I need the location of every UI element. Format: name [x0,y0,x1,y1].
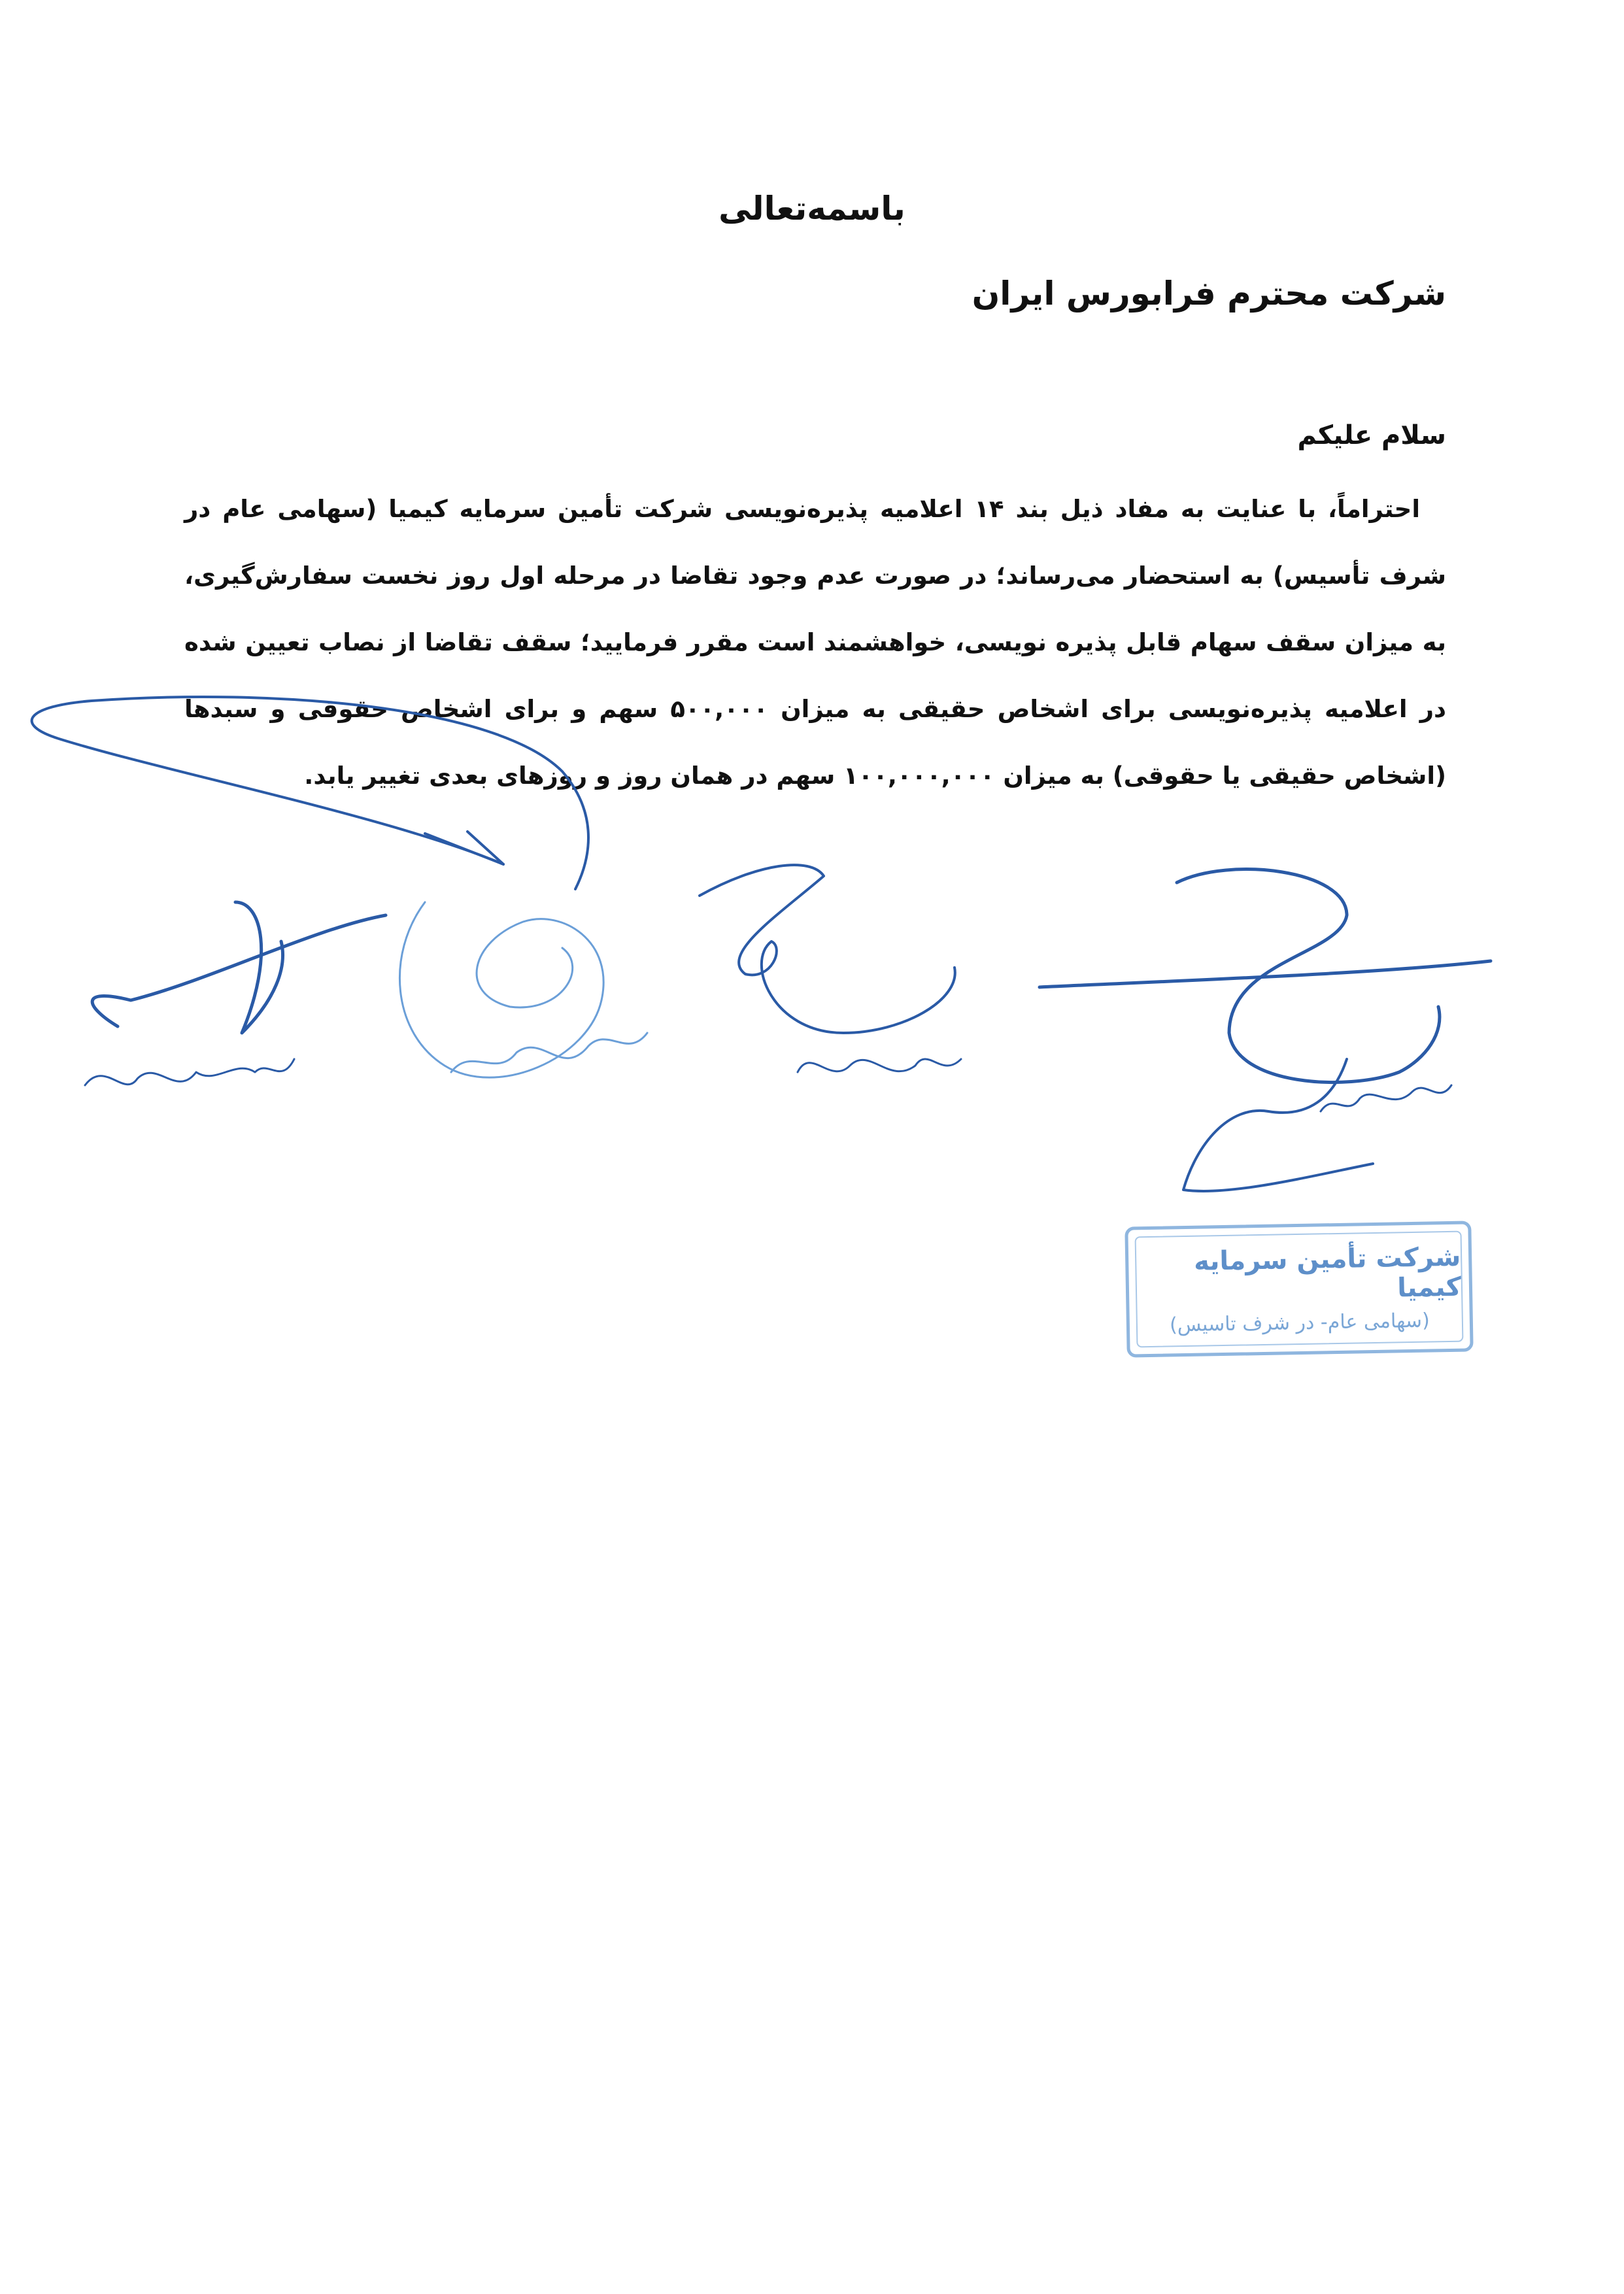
signature-4 [1040,869,1491,1191]
arrow-stroke [32,697,588,889]
greeting: سلام علیکم [1297,420,1446,450]
signature-3 [700,865,961,1072]
stamp-company-name: شرکت تأمین سرمایه کیمیا [1193,1241,1462,1303]
addressee: شرکت محترم فرابورس ایران [972,275,1446,312]
stamp-company-type: (سهامی عام- در شرف تاسیس) [1169,1309,1430,1336]
letter-title: باسمه‌تعالی [719,190,905,228]
body-paragraph: احتراماً، با عنایت به مفاد ذیل بند ۱۴ اعلامیه پذیره‌نویسی شرکت تأمین سرمایه کیمیا (سهامی عام در شرف تأسیس) به استحضار می‌رساند؛ در صورت عدم وجود تقاضا در مرحله اول روز نخست سفارش‌گیری، به میزان سقف سهام قابل پذیره نویسی، خواهشمند است مقرر فرمایید؛ سقف تقاضا از نصاب تعیین شده در اعلامیه پذیره‌نویسی برای اشخاص حقیقی به میزان ۵۰۰,۰۰۰ سهم و برای اشخاص حقوقی و سبدها (اشخاص حقیقی یا حقوقی) به میزان ۱۰۰,۰۰۰,۰۰۰ سهم در همان روز و روزهای بعدی تغییر یابد. [184,495,1446,790]
company-stamp [1125,1221,1473,1357]
signature-1 [85,902,386,1085]
stamp-frame [1135,1231,1464,1348]
signatures-area [0,693,1624,1242]
arrow-head [425,832,503,864]
signature-2 [399,902,647,1077]
